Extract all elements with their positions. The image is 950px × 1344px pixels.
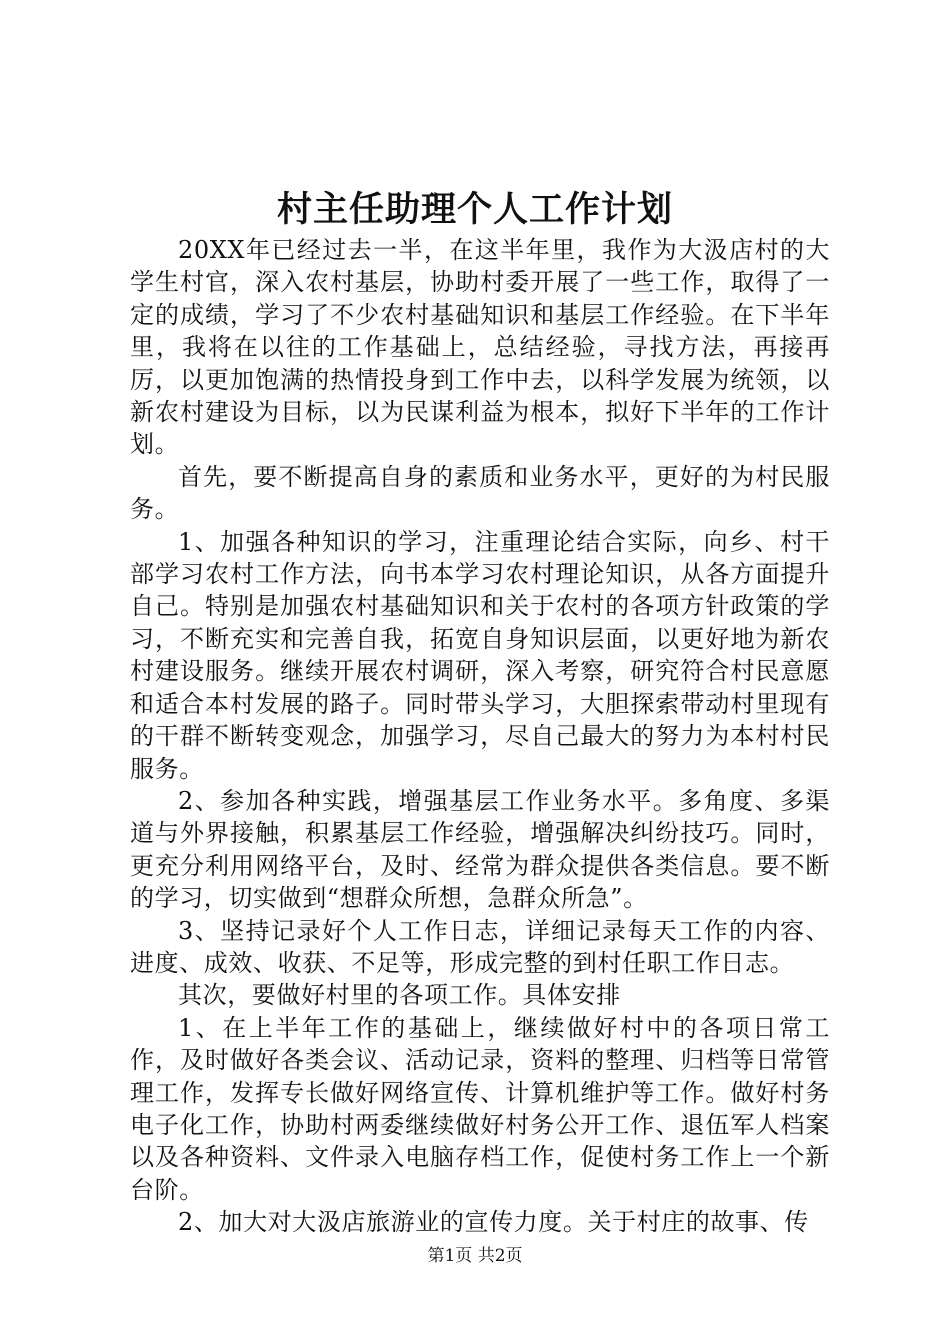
document-body [130,234,830,1239]
page-footer: 第1页 共2页 [427,1246,523,1266]
paragraph-item-1-study: 1、加强各种知识的学习，注重理论结合实际，向乡、村干部学习农村工作方法，向书本学习农村理论知识，从各方面提升自己。特别是加强农村基础知识和关于农村的各项方针政策的学习，不断充实和完善自我，拓宽自身知识层面，以更好地为新农村建设服务。继续开展农村调研，深入考察，研究符合村民意愿和适合本村发展的路子。同时带头学习，大胆探索带动村里现有的干群不断转变观念，加强学习，尽自己最大的努力为本村村民服务。 [130,527,830,783]
paragraph-work-item-1: 1、在上半年工作的基础上，继续做好村中的各项日常工作，及时做好各类会议、活动记录，资料的整理、归档等日常管理工作，发挥专长做好网络宣传、计算机维护等工作。做好村务电子化工作，协助村两委继续做好村务公开工作、退伍军人档案以及各种资料、文件录入电脑存档工作，促使村务工作上一个新台阶。 [130,1013,830,1204]
paragraph-item-3-log: 3、坚持记录好个人工作日志，详细记录每天工作的内容、进度、成效、收获、不足等，形成完整的到村任职工作日志。 [130,916,830,977]
paragraph-item-2-practice: 2、参加各种实践，增强基层工作业务水平。多角度、多渠道与外界接触，积累基层工作经验，增强解决纠纷技巧。同时，更充分利用网络平台，及时、经常为群众提供各类信息。要不断的学习，切实做到“想群众所想，急群众所急”。 [130,786,830,913]
paragraph-first-point: 首先，要不断提高自身的素质和业务水平，更好的为村民服务。 [130,462,830,524]
document-title: 村主任助理个人工作计划 [276,189,673,230]
paragraph-work-item-2: 2、加大对大汲店旅游业的宣传力度。关于村庄的故事、传 [178,1208,809,1237]
paragraph-second-point: 其次，要做好村里的各项工作。具体安排 [178,981,621,1010]
paragraph-intro: 20XX年已经过去一半，在这半年里，我作为大汲店村的大学生村官，深入农村基层，协助村委开展了一些工作，取得了一定的成绩，学习了不少农村基础知识和基层工作经验。在下半年里，我将在以往的工作基础上，总结经验，寻找方法，再接再厉，以更加饱满的热情投身到工作中去，以科学发展为统领，以新农村建设为目标，以为民谋利益为根本，拟好下半年的工作计划。 [130,236,830,459]
